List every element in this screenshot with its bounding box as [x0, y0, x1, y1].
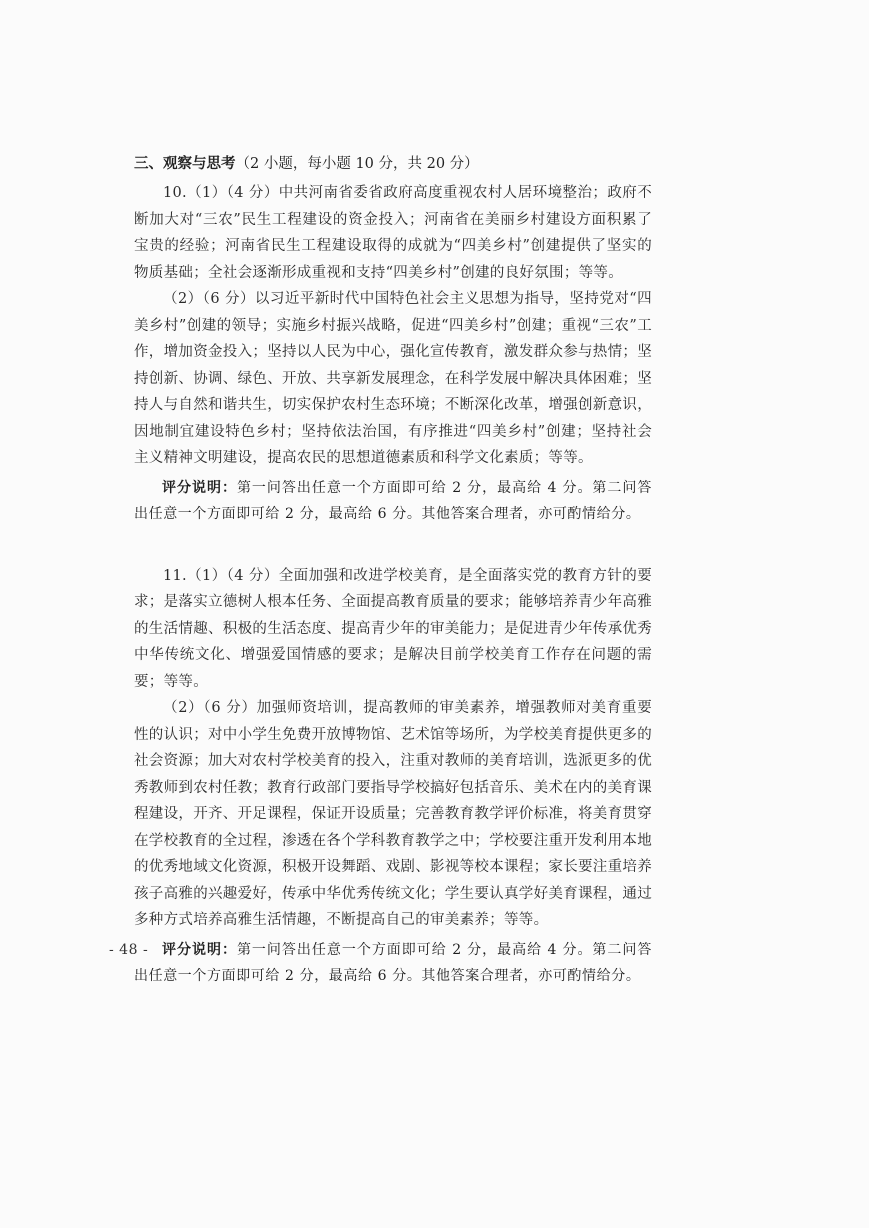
answer-content: [134, 152, 652, 989]
section-title: 三、观察与思考: [134, 156, 236, 172]
page-number: - 48 -: [109, 942, 149, 958]
question-10: [134, 180, 652, 527]
section-subtitle: （2 小题，每小题 10 分，共 20 分）: [235, 156, 479, 172]
q11-part2-answer: （2）（6 分）加强师资培训，提高教师的审美素养，增强教师对美育重要性的认识；对中小学生免费开放博物馆、艺术馆等场所，为学校美育提供更多的社会资源；加大对农村学校美育的投入，注重对教师的美育培训，选派更多的优秀教师到农村任教；教育行政部门要指导学校搞好包括音乐、美术在内的美育课程建设，开齐、开足课程，保证开设质量；完善教育教学评价标准，将美育贯穿在学校教育的全过程，渗透在各个学科教育教学之中；学校要注重开发利用本地的优秀地域文化资源，积极开设舞蹈、戏剧、影视等校本课程；家长要注重培养孩子高雅的兴趣爱好，传承中华优秀传统文化；学生要认真学好美育课程，通过多种方式培养高雅生活情趣，不断提高自己的审美素养；等等。: [134, 700, 652, 928]
q10-part2-answer: （2）（6 分）以习近平新时代中国特色社会主义思想为指导，坚持党对“四美乡村”创建的领导；实施乡村振兴战略，促进“四美乡村”创建；重视“三农”工作，增加资金投入；坚持以人民为中心，强化宣传教育，激发群众参与热情；坚持创新、协调、绿色、开放、共享新发展理念，在科学发展中解决具体困难；坚持人与自然和谐共生，切实保护农村生态环境；不断深化改革，增强创新意识，因地制宜建设特色乡村；坚持依法治国，有序推进“四美乡村”创建；坚持社会主义精神文明建设，提高农民的思想道德素质和科学文化素质；等等。: [134, 291, 652, 466]
q10-part1-answer: 10.（1）（4 分）中共河南省委省政府高度重视农村人居环境整治；政府不断加大对“三农”民生工程建设的资金投入；河南省在美丽乡村建设方面积累了宝贵的经验；河南省民生工程建设取得的成就为“四美乡村”创建提供了坚实的物质基础；全社会逐渐形成重视和支持“四美乡村”创建的良好氛围；等等。: [134, 185, 652, 281]
section-heading: [134, 152, 652, 176]
q10-scoring-label: 评分说明：: [162, 479, 237, 496]
question-11: [134, 563, 652, 989]
q11-scoring-note: [134, 937, 652, 989]
q11-part1-answer: 11.（1）（4 分）全面加强和改进学校美育，是全面落实党的教育方针的要求；是落实立德树人根本任务、全面提高教育质量的要求；能够培养青少年高雅的生活情趣、积极的生活态度、提高青少年的审美能力；是促进青少年传承优秀中华传统文化、增强爱国情感的要求；是解决目前学校美育工作存在问题的需要；等等。: [134, 567, 652, 690]
q11-scoring-label: 评分说明：: [162, 941, 237, 958]
q10-scoring-text: 第一问答出任意一个方面即可给 2 分，最高给 4 分。第二问答出任意一个方面即可给 2 分，最高给 6 分。其他答案合理者，亦可酌情给分。: [134, 479, 652, 522]
q10-scoring-note: [134, 475, 652, 527]
q11-scoring-text: 第一问答出任意一个方面即可给 2 分，最高给 4 分。第二问答出任意一个方面即可给 2 分，最高给 6 分。其他答案合理者，亦可酌情给分。: [134, 941, 652, 984]
